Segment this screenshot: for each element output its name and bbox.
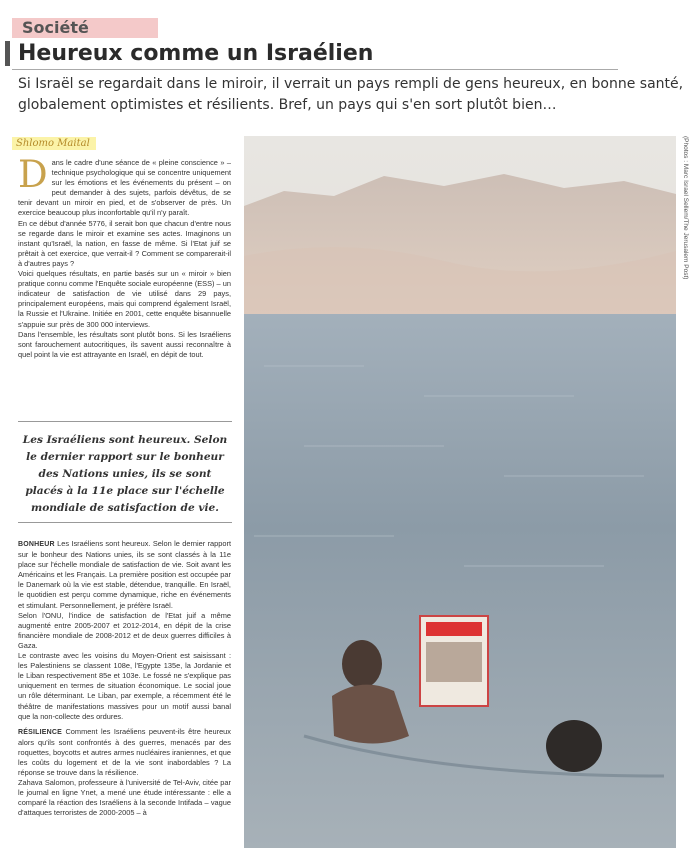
photo-sea xyxy=(244,314,676,848)
author-byline: Shlomo Maital xyxy=(12,137,96,150)
title-accent-bar xyxy=(5,41,10,66)
bonheur-paragraph-3: Le contraste avec les voisins du Moyen-Orient est saisissant : les Palestiniens se classent 108e, l'Egypte 135e, la Jordanie et le Liban respectivement 85e et 103e. Le fossé ne s'explique pas uniquement en termes de situation économique. Le social joue un rôle déterminant. Le Liban, par exemple, a récemment été le théâtre de manifestations massives pour un motif aussi banal que la non-collecte des ordures. xyxy=(18,651,231,721)
section-rubric xyxy=(12,18,158,38)
pullquote-top-rule xyxy=(18,421,232,422)
body-column-intro xyxy=(18,153,231,408)
body-paragraph-4: Dans l'ensemble, les résultats sont plutôt bons. Si les Israéliens sont farouchement autocritiques, ils savent aussi reconnaître à quel point la vie est attrayante en Israël, en dépit de tout. xyxy=(18,329,231,359)
drop-cap: D xyxy=(18,153,48,196)
pull-quote: Les Israéliens sont heureux. Selon le dernier rapport sur le bonheur des Nations unies, ils se sont placés à la 11e place sur l'échelle mondiale de satisfaction de vie. xyxy=(22,434,228,514)
photo-credit-vertical: (Photos : Marc Israel Sellem/The Jerusalem Post) xyxy=(682,136,689,280)
bonheur-paragraph-2: Selon l'ONU, l'indice de satisfaction de l'Etat juif a même augmenté entre 2005-2007 et 2012-2014, en dépit de la crise financière mondiale de 2008-2012 et de deux guerres difficiles à Gaza. xyxy=(18,610,231,650)
body-paragraph-2: En ce début d'année 5776, il serait bon que chacun d'entre nous se regarde dans le miroir et examine ses actes. Imaginons un instant qu'Israël, la nation, en fasse de même. Si l'Etat juif se prêtait à cet exercice, que verrait-il ? Comment se comparerait-il à d'autres pays ? xyxy=(18,218,231,268)
article-lead: Si Israël se regardait dans le miroir, il verrait un pays rempli de gens heureux, en bonne santé, globalement optimistes et résilients. Bref, un pays qui s'en sort plutôt bien… xyxy=(18,76,684,113)
pullquote-bottom-rule xyxy=(18,522,232,523)
resilience-paragraph-1: Comment les Israéliens peuvent-ils être heureux alors qu'ils sont confrontés à des guerres, menacés par des roquettes, boycotts et autres armes nucléaires iraniennes, et que les coûts du logement et de la vie sont inabordables ? La réponse se trouve dans la résilience. xyxy=(18,726,231,778)
dead-sea-photo xyxy=(244,136,676,848)
keyword-resilience: RÉSILIENCE xyxy=(18,728,63,736)
title-divider xyxy=(12,69,618,70)
body-column-main xyxy=(18,539,231,854)
body-paragraph-1: ans le cadre d'une séance de « pleine conscience » – technique psychologique qui se concentre uniquement sur les émotions et les événements du présent – on peut demander à des sujets, parfois dévêtus, de se tenir devant un miroir en pied, et de s'observer de près. Un exercice beaucoup plus inconfortable qu'il n'y paraît. xyxy=(18,158,231,218)
body-paragraph-3: Voici quelques résultats, en partie basés sur un « miroir » bien pratique connu comme l'Enquête sociale européenne (ESS) – un indicateur de satisfaction de vie utilisé dans 29 pays, principalement européens, mais qui comprend également Israël, la Russie et l'Ukraine. Initiée en 2001, cette enquête bisannuelle s'appuie sur près de 300 000 interviews. xyxy=(18,269,231,329)
bonheur-paragraph-1: Les Israéliens sont heureux. Selon le dernier rapport sur le bonheur des Nations unies, ils se sont classés à la 11e place sur l'échelle mondiale de satisfaction de vie. Soit avant les Américains et les Français. La première position est occupée par le Danemark où la vie est stable, détendue, tranquille. En Israël, le quotidien est perçu comme dynamique, riche en événements et stimulant. Personnellement, je préfère Israël. xyxy=(18,539,231,610)
second-swimmer xyxy=(546,720,602,772)
article-title: Heureux comme un Israélien xyxy=(18,41,374,66)
resilience-paragraph-2: Zahava Salomon, professeure à l'université de Tel-Aviv, citée par le journal en ligne Ynet, a mené une étude intéressante : elle a comparé la réaction des Israéliens à la seconde Intifada – vague d'attaques terroristes de 2000-2005 – à xyxy=(18,778,231,818)
keyword-bonheur: BONHEUR xyxy=(18,541,55,548)
rubric-label: Société xyxy=(22,18,89,37)
